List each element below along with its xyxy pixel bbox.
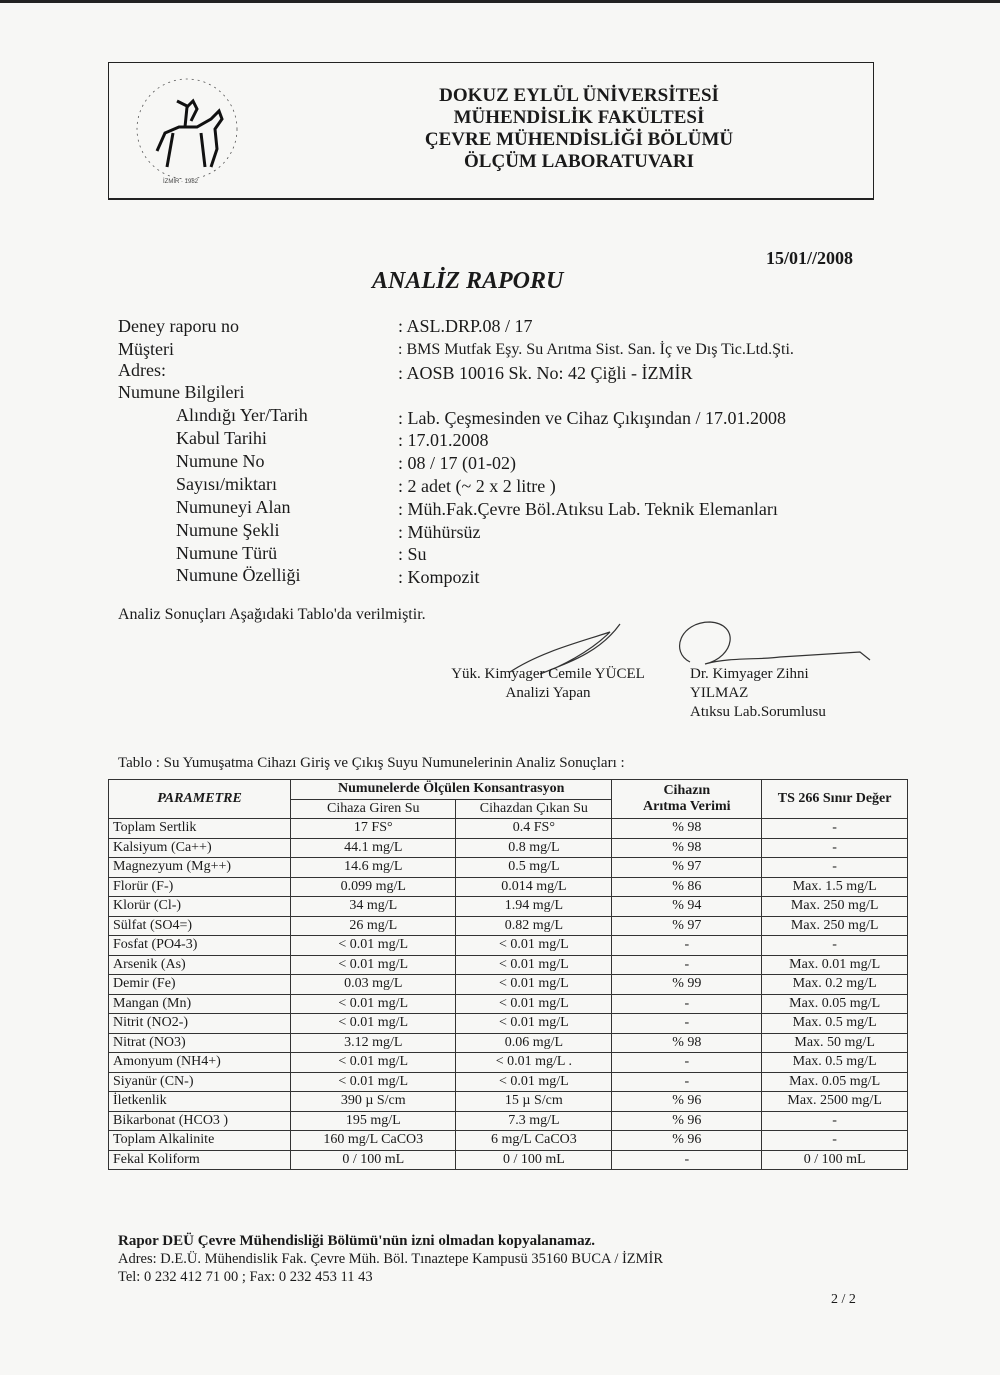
limit-cell: - (762, 936, 908, 956)
inlet-cell: 3.12 mg/L (291, 1033, 456, 1053)
efficiency-cell: % 96 (612, 1092, 762, 1112)
param-cell: Bikarbonat (HCO3 ) (109, 1111, 291, 1131)
sample-location-label: Alındığı Yer/Tarih (176, 405, 308, 425)
table-row (109, 1092, 908, 1112)
outlet-cell: 0.014 mg/L (456, 877, 612, 897)
col-header-efficiency (612, 780, 762, 819)
table-row (109, 897, 908, 917)
acceptance-date-label: Kabul Tarihi (176, 428, 267, 448)
outlet-cell: < 0.01 mg/L (456, 994, 612, 1014)
report-date: 15/01//2008 (766, 248, 854, 268)
efficiency-cell: - (612, 994, 762, 1014)
copy-notice: Rapor DEÜ Çevre Mühendisliği Bölümü'nün izni olmadan kopyalanamaz. (118, 1233, 596, 1249)
department-name: ÇEVRE MÜHENDİSLİĞİ BÖLÜMÜ (424, 129, 734, 150)
efficiency-cell: - (612, 1150, 762, 1170)
customer-label: Müşteri (118, 339, 174, 359)
col-header-limit: TS 266 Sınır Değer (762, 780, 908, 819)
outlet-cell: < 0.01 mg/L (456, 955, 612, 975)
param-cell: Toplam Alkalinite (109, 1131, 291, 1151)
param-cell: Siyanür (CN-) (109, 1072, 291, 1092)
sample-property-label: Numune Özelliği (176, 565, 301, 585)
outlet-cell: 6 mg/L CaCO3 (456, 1131, 612, 1151)
efficiency-cell: % 98 (612, 838, 762, 858)
limit-cell: Max. 0.5 mg/L (762, 1014, 908, 1034)
sampler-value: : Müh.Fak.Çevre Böl.Atıksu Lab. Teknik Elemanları (398, 499, 778, 519)
efficiency-cell: % 97 (612, 916, 762, 936)
address-label: Adres: (118, 360, 166, 380)
analyst-signature-block (438, 665, 658, 703)
param-cell: Nitrat (NO3) (109, 1033, 291, 1053)
letterhead-box (108, 62, 874, 200)
outlet-cell: 0.8 mg/L (456, 838, 612, 858)
limit-cell: - (762, 858, 908, 878)
param-cell: Arsenik (As) (109, 955, 291, 975)
inlet-cell: < 0.01 mg/L (291, 1014, 456, 1034)
inlet-cell: 390 µ S/cm (291, 1092, 456, 1112)
table-row (109, 858, 908, 878)
sample-no-value: : 08 / 17 (01-02) (398, 453, 516, 473)
supervisor-name: Dr. Kimyager Zihni YILMAZ (690, 666, 809, 701)
efficiency-cell: % 98 (612, 819, 762, 839)
limit-cell: Max. 0.05 mg/L (762, 1072, 908, 1092)
outlet-cell: < 0.01 mg/L (456, 936, 612, 956)
limit-cell: Max. 2500 mg/L (762, 1092, 908, 1112)
param-cell: Fosfat (PO4-3) (109, 936, 291, 956)
efficiency-cell: - (612, 955, 762, 975)
limit-cell: Max. 0.2 mg/L (762, 975, 908, 995)
acceptance-date-value: : 17.01.2008 (398, 430, 489, 450)
footer-phone: Tel: 0 232 412 71 00 ; Fax: 0 232 453 11 43 (118, 1269, 373, 1285)
limit-cell: 0 / 100 mL (762, 1150, 908, 1170)
limit-cell: Max. 250 mg/L (762, 897, 908, 917)
table-row (109, 1111, 908, 1131)
col-header-concentration: Numunelerde Ölçülen Konsantrasyon (291, 780, 612, 800)
table-row (109, 916, 908, 936)
efficiency-cell: - (612, 1053, 762, 1073)
table-row (109, 936, 908, 956)
inlet-cell: < 0.01 mg/L (291, 1072, 456, 1092)
outlet-cell: 15 µ S/cm (456, 1092, 612, 1112)
param-cell: Amonyum (NH4+) (109, 1053, 291, 1073)
supervisor-signature-block (690, 665, 870, 722)
top-border-line (0, 0, 1000, 3)
inlet-cell: 44.1 mg/L (291, 838, 456, 858)
efficiency-cell: % 96 (612, 1111, 762, 1131)
outlet-cell: 1.94 mg/L (456, 897, 612, 917)
inlet-cell: < 0.01 mg/L (291, 1053, 456, 1073)
efficiency-cell: % 94 (612, 897, 762, 917)
param-cell: Sülfat (SO4=) (109, 916, 291, 936)
sample-type-value: : Su (398, 544, 427, 564)
inlet-cell: < 0.01 mg/L (291, 936, 456, 956)
inlet-cell: 0.03 mg/L (291, 975, 456, 995)
param-cell: Mangan (Mn) (109, 994, 291, 1014)
limit-cell: Max. 250 mg/L (762, 916, 908, 936)
efficiency-cell: % 96 (612, 1131, 762, 1151)
table-row (109, 1072, 908, 1092)
sample-property-value: : Kompozit (398, 567, 480, 587)
report-footer (118, 1232, 663, 1286)
efficiency-cell: % 99 (612, 975, 762, 995)
efficiency-cell: - (612, 1014, 762, 1034)
param-cell: Nitrit (NO2-) (109, 1014, 291, 1034)
sample-location-value: : Lab. Çeşmesinden ve Cihaz Çıkışından / 17.01.2008 (398, 408, 786, 428)
page-number: 2 / 2 (831, 1292, 856, 1307)
outlet-cell: 0.06 mg/L (456, 1033, 612, 1053)
table-caption: Tablo : Su Yumuşatma Cihazı Giriş ve Çıkış Suyu Numunelerinin Analiz Sonuçları : (118, 755, 625, 771)
table-row (109, 819, 908, 839)
sample-type-label: Numune Türü (176, 543, 278, 563)
param-cell: Fekal Koliform (109, 1150, 291, 1170)
limit-cell: - (762, 819, 908, 839)
customer-value: : BMS Mutfak Eşy. Su Arıtma Sist. San. İç ve Dış Tic.Ltd.Şti. (398, 341, 794, 358)
limit-cell: Max. 0.01 mg/L (762, 955, 908, 975)
table-row (109, 975, 908, 995)
param-cell: Magnezyum (Mg++) (109, 858, 291, 878)
efficiency-cell: % 98 (612, 1033, 762, 1053)
outlet-cell: < 0.01 mg/L . (456, 1053, 612, 1073)
outlet-cell: < 0.01 mg/L (456, 1072, 612, 1092)
table-row (109, 1150, 908, 1170)
outlet-cell: 7.3 mg/L (456, 1111, 612, 1131)
footer-address: Adres: D.E.Ü. Mühendislik Fak. Çevre Müh. Böl. Tınaztepe Kampusü 35160 BUCA / İZMİR (118, 1251, 664, 1267)
analyst-role: Analizi Yapan (505, 685, 591, 701)
inlet-cell: 34 mg/L (291, 897, 456, 917)
inlet-cell: 0.099 mg/L (291, 877, 456, 897)
outlet-cell: 0.4 FS° (456, 819, 612, 839)
col-header-parameter: PARAMETRE (109, 780, 291, 819)
table-row (109, 1033, 908, 1053)
inlet-cell: < 0.01 mg/L (291, 994, 456, 1014)
university-logo (127, 71, 247, 189)
sample-no-label: Numune No (176, 451, 265, 471)
sample-form-value: : Mühürsüz (398, 522, 481, 542)
limit-cell: Max. 50 mg/L (762, 1033, 908, 1053)
sampler-label: Numuneyi Alan (176, 497, 291, 517)
limit-cell: Max. 0.05 mg/L (762, 994, 908, 1014)
table-row (109, 838, 908, 858)
inlet-cell: 195 mg/L (291, 1111, 456, 1131)
svg-text:İZMİR · 1982: İZMİR · 1982 (163, 179, 199, 185)
results-intro: Analiz Sonuçları Aşağıdaki Tablo'da verilmiştir. (118, 606, 426, 623)
limit-cell: - (762, 1111, 908, 1131)
param-cell: Toplam Sertlik (109, 819, 291, 839)
results-table-body (109, 819, 908, 1170)
inlet-cell: 0 / 100 mL (291, 1150, 456, 1170)
efficiency-cell: - (612, 1072, 762, 1092)
table-row (109, 877, 908, 897)
outlet-cell: < 0.01 mg/L (456, 975, 612, 995)
supervisor-role: Atıksu Lab.Sorumlusu (690, 704, 826, 720)
report-title: ANALİZ RAPORU (372, 268, 564, 294)
efficiency-header-line2: Arıtma Verimi (643, 799, 731, 814)
analyst-name: Yük. Kimyager Cemile YÜCEL (451, 666, 645, 682)
col-header-outlet: Cihazdan Çıkan Su (456, 799, 612, 819)
table-row (109, 1053, 908, 1073)
efficiency-cell: % 86 (612, 877, 762, 897)
param-cell: Kalsiyum (Ca++) (109, 838, 291, 858)
table-row (109, 1131, 908, 1151)
inlet-cell: 14.6 mg/L (291, 858, 456, 878)
efficiency-cell: - (612, 936, 762, 956)
param-cell: İletkenlik (109, 1092, 291, 1112)
limit-cell: - (762, 838, 908, 858)
limit-cell: Max. 1.5 mg/L (762, 877, 908, 897)
col-header-inlet: Cihaza Giren Su (291, 799, 456, 819)
sample-count-value: : 2 adet (~ 2 x 2 litre ) (398, 476, 556, 496)
outlet-cell: 0.82 mg/L (456, 916, 612, 936)
param-cell: Klorür (Cl-) (109, 897, 291, 917)
university-name: DOKUZ EYLÜL ÜNİVERSİTESİ (439, 85, 719, 106)
outlet-cell: < 0.01 mg/L (456, 1014, 612, 1034)
param-cell: Demir (Fe) (109, 975, 291, 995)
outlet-cell: 0 / 100 mL (456, 1150, 612, 1170)
inlet-cell: 26 mg/L (291, 916, 456, 936)
table-row (109, 955, 908, 975)
sample-form-label: Numune Şekli (176, 520, 280, 540)
faculty-name: MÜHENDİSLİK FAKÜLTESİ (453, 107, 705, 128)
table-row (109, 994, 908, 1014)
outlet-cell: 0.5 mg/L (456, 858, 612, 878)
report-no-label: Deney raporu no (118, 316, 239, 336)
inlet-cell: < 0.01 mg/L (291, 955, 456, 975)
inlet-cell: 17 FS° (291, 819, 456, 839)
horse-rider-logo-icon (127, 71, 247, 189)
sample-info-label: Numune Bilgileri (118, 382, 245, 402)
inlet-cell: 160 mg/L CaCO3 (291, 1131, 456, 1151)
param-cell: Florür (F-) (109, 877, 291, 897)
limit-cell: Max. 0.5 mg/L (762, 1053, 908, 1073)
address-value: : AOSB 10016 Sk. No: 42 Çiğli - İZMİR (398, 363, 693, 383)
laboratory-name: ÖLÇÜM LABORATUVARI (464, 151, 694, 172)
sample-count-label: Sayısı/miktarı (176, 474, 277, 494)
table-row (109, 1014, 908, 1034)
institution-title (409, 85, 749, 173)
efficiency-cell: % 97 (612, 858, 762, 878)
report-no-value: : ASL.DRP.08 / 17 (398, 316, 533, 336)
results-table (108, 779, 908, 1170)
efficiency-header-line1: Cihazın (663, 783, 711, 798)
limit-cell: - (762, 1131, 908, 1151)
